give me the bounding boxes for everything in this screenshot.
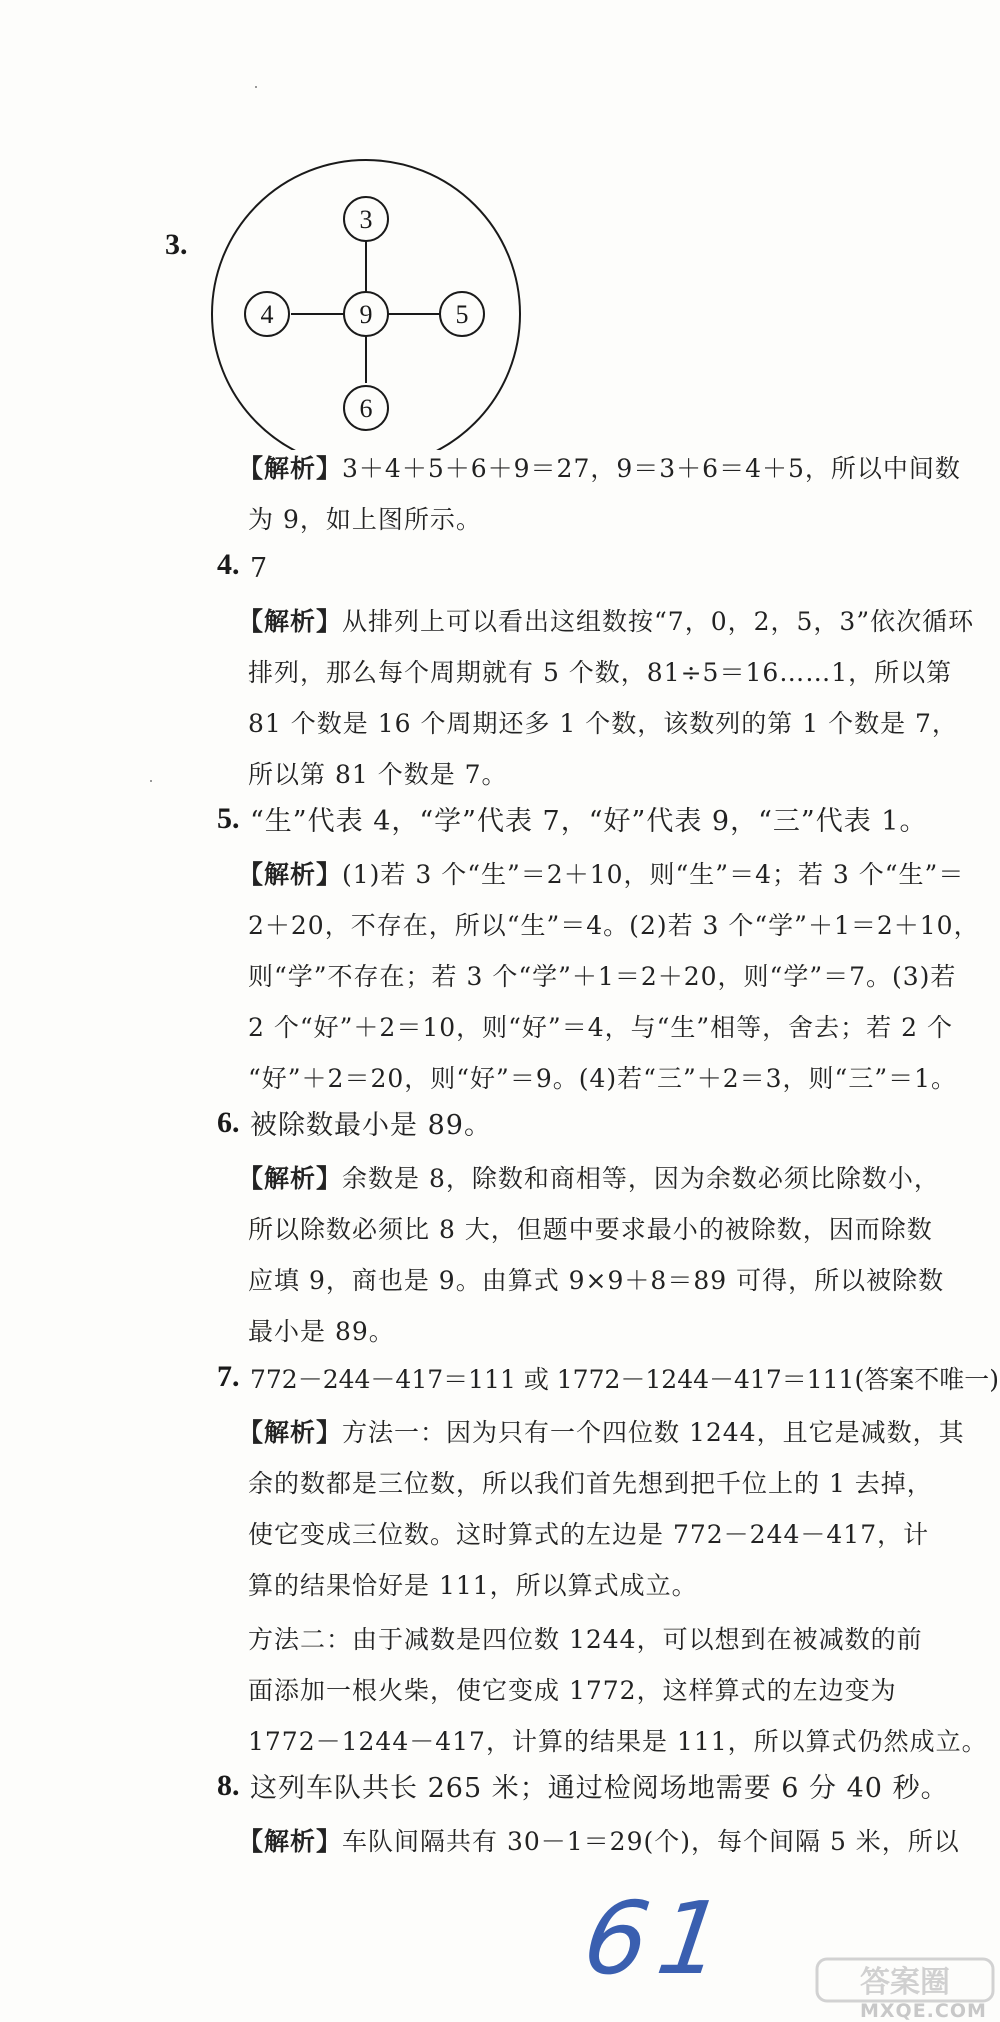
analysis-tag: 【解析】 bbox=[238, 607, 343, 636]
analysis-line: 【解析】方法一：因为只有一个四位数 1244，且它是减数，其 bbox=[238, 1418, 965, 1447]
problem-number-3: 3. bbox=[165, 228, 188, 261]
answer-text: “生”代表 4，“学”代表 7，“好”代表 9，“三”代表 1。 bbox=[250, 806, 928, 837]
answer-text: 7 bbox=[250, 553, 269, 584]
analysis-line: 使它变成三位数。这时算式的左边是 772－244－417，计 bbox=[248, 1520, 930, 1549]
node-top-value: 3 bbox=[359, 205, 373, 234]
analysis-tag: 【解析】 bbox=[238, 454, 343, 483]
node-bottom-value: 6 bbox=[359, 394, 373, 423]
scan-speck bbox=[150, 780, 152, 782]
node-left-value: 4 bbox=[260, 300, 274, 329]
problem-number-5: 5. bbox=[217, 802, 240, 835]
analysis-line: 则“学”不存在；若 3 个“学”＋1＝2＋20，则“学”＝7。(3)若 bbox=[248, 962, 957, 991]
analysis-line: “好”＋2＝20，则“好”＝9。(4)若“三”＋2＝3，则“三”＝1。 bbox=[248, 1064, 958, 1093]
analysis-line: 应填 9，商也是 9。由算式 9×9＋8＝89 可得，所以被除数 bbox=[248, 1266, 945, 1295]
analysis-line: 【解析】从排列上可以看出这组数按“7，0，2，5，3”依次循环 bbox=[238, 607, 975, 636]
analysis-line: 余的数都是三位数，所以我们首先想到把千位上的 1 去掉， bbox=[248, 1469, 933, 1498]
watermark-url: MXQE.COM bbox=[860, 2000, 987, 2022]
problem-number-6: 6. bbox=[217, 1106, 240, 1139]
analysis-line: 81 个数是 16 个周期还多 1 个数，该数列的第 1 个数是 7， bbox=[248, 709, 958, 738]
answer-text: 772－244－417＝111 或 1772－1244－417＝111(答案不唯一) bbox=[250, 1365, 999, 1394]
analysis-tag: 【解析】 bbox=[238, 860, 343, 889]
problem-number-7: 7. bbox=[217, 1360, 240, 1393]
analysis-line: 【解析】(1)若 3 个“生”＝2＋10，则“生”＝4；若 3 个“生”＝ bbox=[238, 860, 965, 889]
analysis-line: 所以第 81 个数是 7。 bbox=[248, 760, 508, 789]
problem-number-8: 8. bbox=[217, 1769, 240, 1802]
analysis-line: 1772－1244－417，计算的结果是 111，所以算式仍然成立。 bbox=[248, 1727, 988, 1756]
analysis-line: 2 个“好”＋2＝10，则“好”＝4，与“生”相等，舍去；若 2 个 bbox=[248, 1013, 953, 1042]
analysis-line: 面添加一根火柴，使它变成 1772，这样算式的左边变为 bbox=[248, 1676, 897, 1705]
analysis-line: 算的结果恰好是 111，所以算式成立。 bbox=[248, 1571, 698, 1600]
analysis-line: 排列，那么每个周期就有 5 个数，81÷5＝16……1，所以第 bbox=[248, 658, 953, 687]
analysis-tag: 【解析】 bbox=[238, 1827, 343, 1856]
problem-number-4: 4. bbox=[217, 548, 240, 581]
answer-text: 这列车队共长 265 米；通过检阅场地需要 6 分 40 秒。 bbox=[250, 1773, 949, 1804]
watermark-logo bbox=[815, 1955, 995, 2005]
analysis-line: 所以除数必须比 8 大，但题中要求最小的被除数，因而除数 bbox=[248, 1215, 933, 1244]
analysis-line: 为 9，如上图所示。 bbox=[248, 505, 482, 534]
analysis-line: 【解析】3＋4＋5＋6＋9＝27，9＝3＋6＝4＋5，所以中间数 bbox=[238, 454, 961, 483]
analysis-line: 2＋20，不存在，所以“生”＝4。(2)若 3 个“学”＋1＝2＋10， bbox=[248, 911, 980, 940]
analysis-line: 最小是 89。 bbox=[248, 1317, 395, 1346]
svg-text:答案圈: 答案圈 bbox=[860, 1965, 950, 2000]
analysis-tag: 【解析】 bbox=[238, 1418, 343, 1447]
handwritten-page-number: 61 bbox=[576, 1880, 741, 1997]
node-center-value: 9 bbox=[359, 300, 373, 329]
diagram-node-layer bbox=[0, 0, 1000, 450]
analysis-tag: 【解析】 bbox=[238, 1164, 343, 1193]
analysis-line: 方法二：由于减数是四位数 1244，可以想到在被减数的前 bbox=[248, 1625, 923, 1654]
answer-text: 被除数最小是 89。 bbox=[250, 1110, 492, 1141]
node-right-value: 5 bbox=[455, 300, 469, 329]
analysis-line: 【解析】车队间隔共有 30－1＝29(个)，每个间隔 5 米，所以 bbox=[238, 1827, 960, 1856]
analysis-line: 【解析】余数是 8，除数和商相等，因为余数必须比除数小， bbox=[238, 1164, 940, 1193]
